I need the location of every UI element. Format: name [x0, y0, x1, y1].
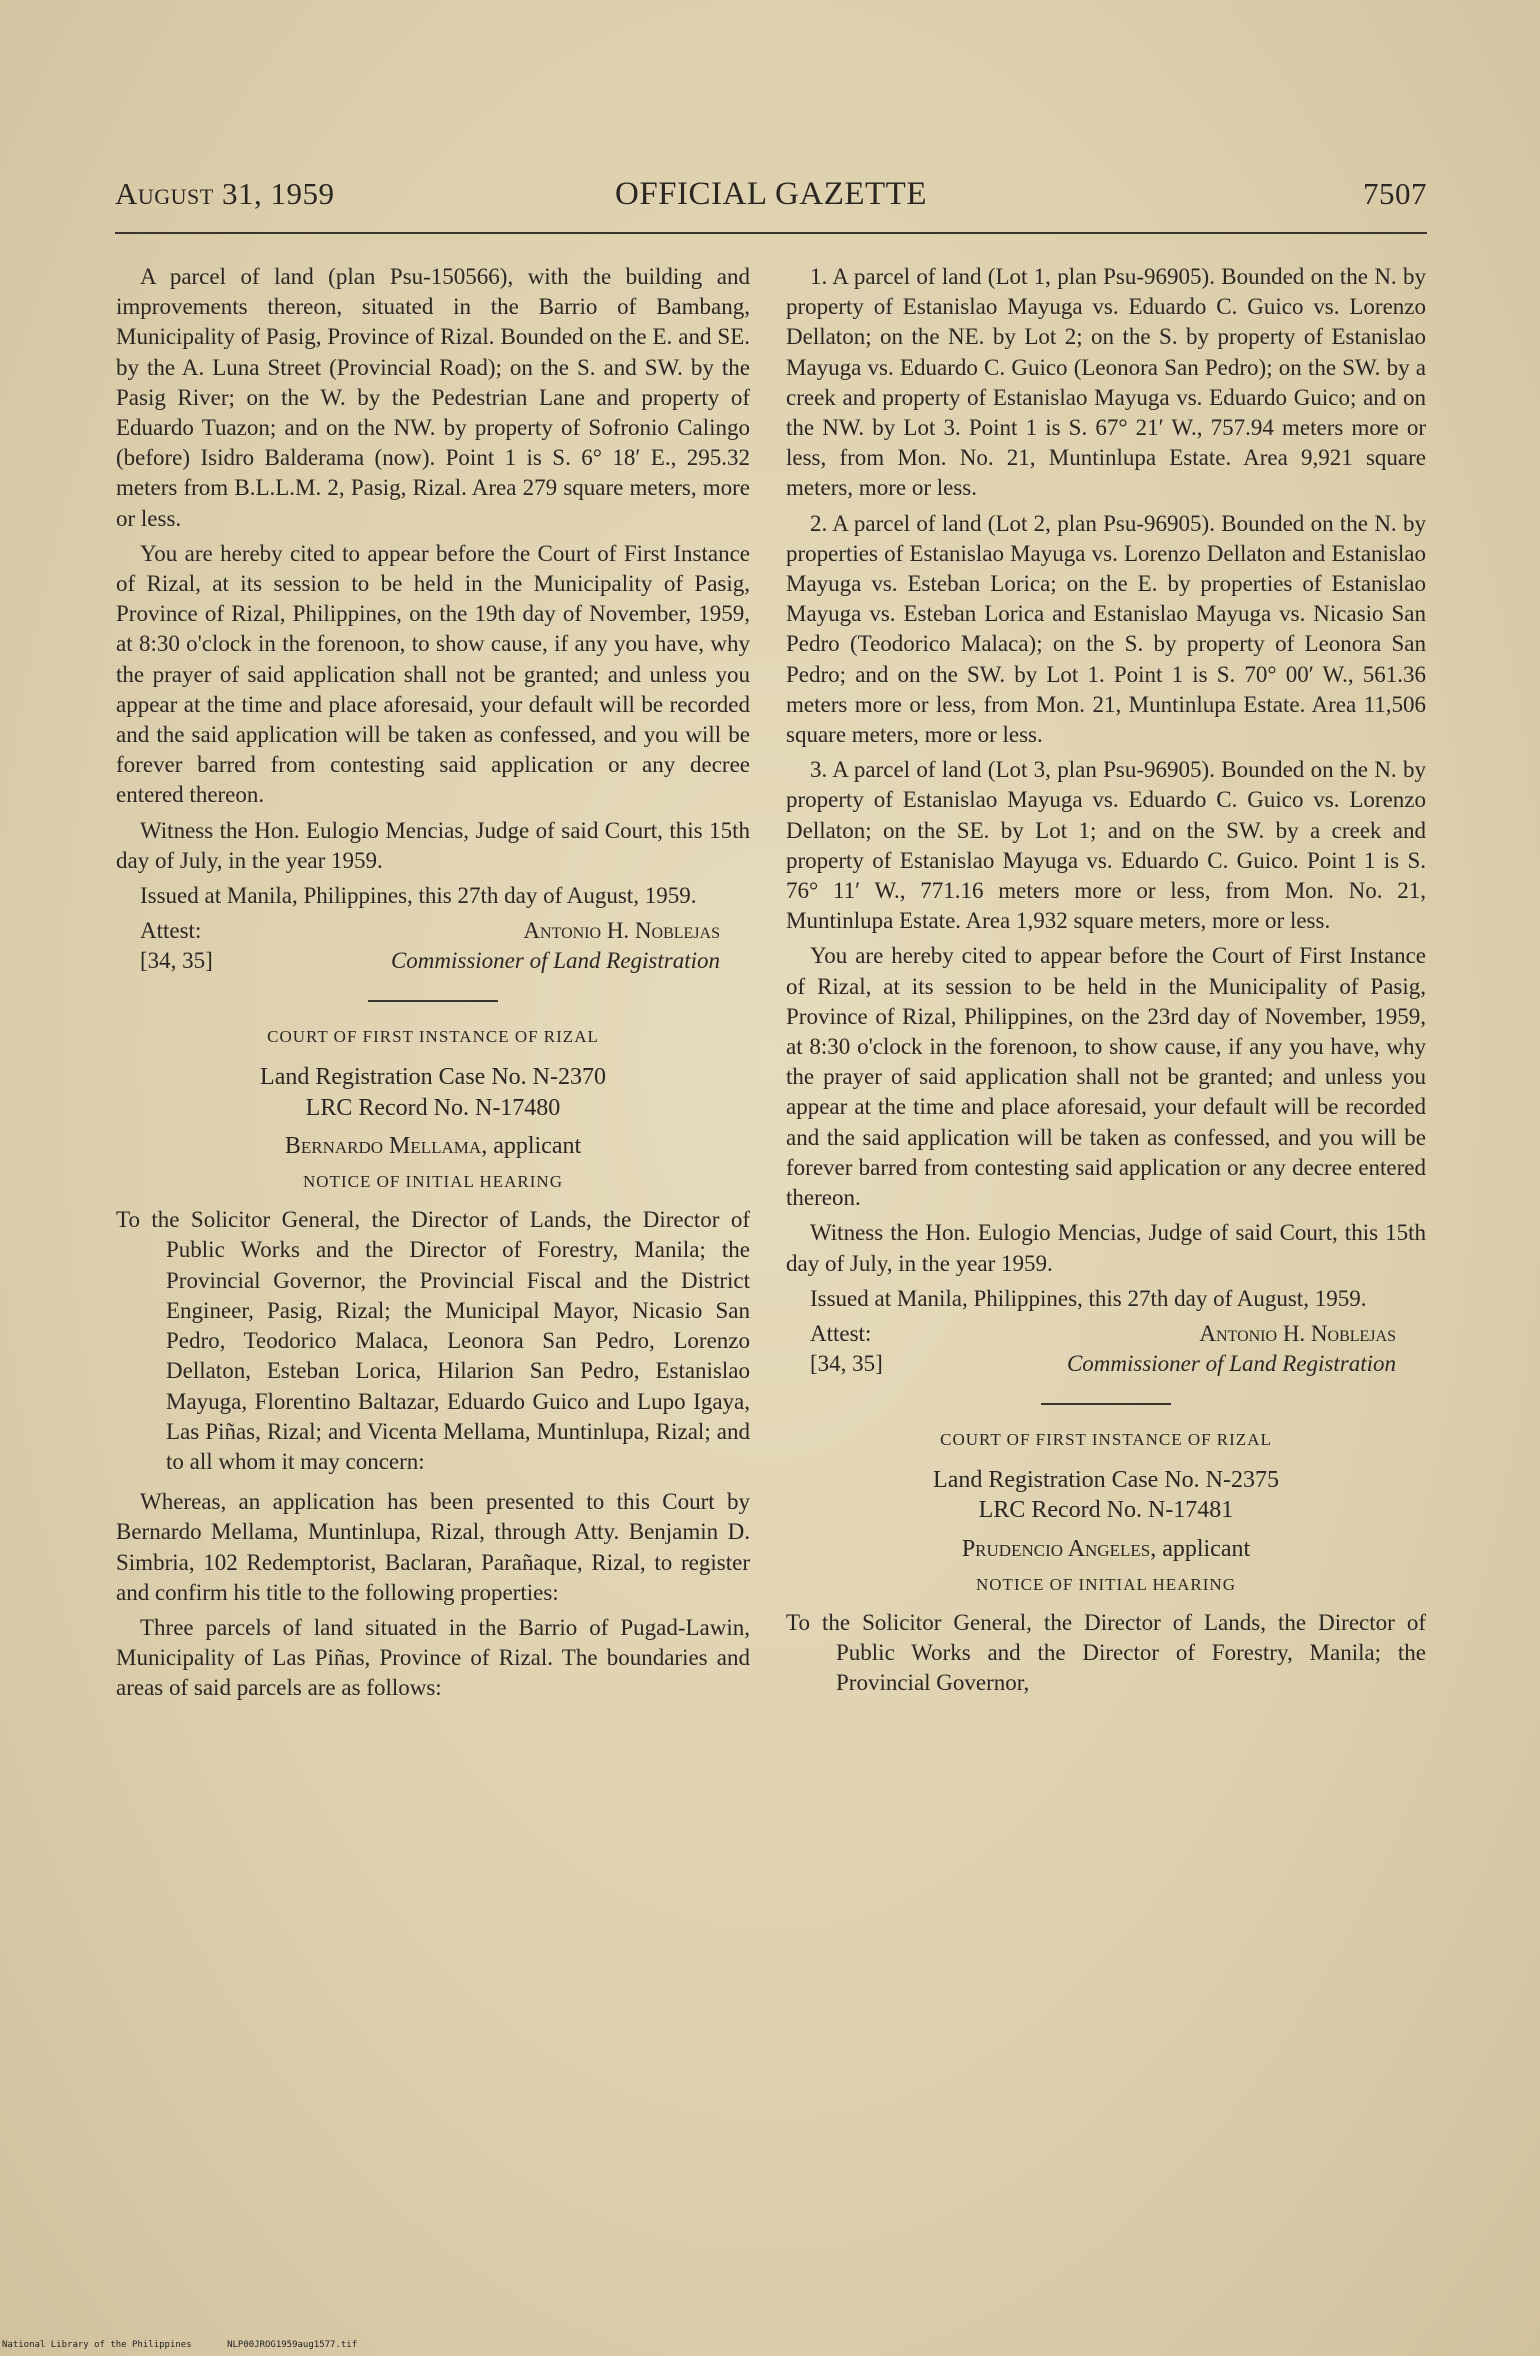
application-paragraph: Whereas, an application has been presented to this Court by Bernardo Mellama, Muntinlupa, Rizal, through Atty. Benjamin D. Simbria, 102 Redemptorist, Baclaran, Parañaque, Rizal, to register and confirm his title to the following properties: — [116, 1489, 750, 1605]
parcel-description: A parcel of land (plan Psu-150566), with the building and improvements thereon, situated in the Barrio of Bambang, Municipality of Pasig, Province of Rizal. Bounded on the E. and SE. by the A. Luna Street (Provincial Road); on the S. and SW. by the Pasig River; on the W. by the Pedestrian Lane and property of Eduardo Tuazon; and on the NW. by property of Sofronio Calingo (before) Isidro Balderama (now). Point 1 is S. 6° 18′ E., 295.32 meters from B.L.L.M. 2, Pasig, Rizal. Area 279 square meters, more or less. — [116, 264, 750, 531]
attest-label: Attest: — [140, 918, 202, 944]
addressees-paragraph: To the Solicitor General, the Director of Lands, the Director of Public Works and the Director of Forestry, Manila; the Provincial Governor, — [786, 1609, 1426, 1696]
attestation — [786, 1319, 1426, 1381]
header-title: OFFICIAL GAZETTE — [615, 176, 927, 212]
addressees-paragraph: To the Solicitor General, the Director of Lands, the Director of Public Works and the Director of Forestry, Manila; the Provincial Governor, the Provincial Fiscal and the District Engineer, Pasig, Rizal; the Municipal Mayor, Nicasio San Pedro, Teodorico Malaca, Leonora San Pedro, Lorenzo Dellaton, Esteban Lorica, Hilarion San Pedro, Estanislao Mayuga, Florentino Baltazar, Eduardo Guico and Lupo Igaya, Las Piñas, Rizal; and Vicenta Mellama, Muntinlupa, Rizal; and to all whom it may concern: — [116, 1207, 750, 1474]
court-heading: COURT OF FIRST INSTANCE OF RIZAL — [940, 1429, 1272, 1449]
case-number: Land Registration Case No. N-2370 — [260, 1064, 606, 1091]
court-heading: COURT OF FIRST INSTANCE OF RIZAL — [267, 1027, 599, 1047]
attest-name: Antonio H. Noblejas — [1199, 1320, 1396, 1346]
attest-label: Attest: — [810, 1320, 872, 1346]
section-divider — [368, 1000, 498, 1002]
page-header — [115, 176, 1427, 220]
lot-2-description: 2. A parcel of land (Lot 2, plan Psu-96905). Bounded on the N. by properties of Estanislao Mayuga vs. Lorenzo Dellaton and Estanislao Mayuga vs. Esteban Lorica; on the E. by properties of Estanislao Mayuga vs. Esteban Lorica and Estanislao Mayuga vs. Nicasio San Pedro (Teodorico Malaca); on the S. by property of Leonora San Pedro; and on the SW. by Lot 1. Point 1 is S. 70° 00′ W., 561.36 meters more or less, from Mon. 21, Muntinlupa Estate. Area 11,506 square meters, more or less. — [786, 510, 1426, 748]
issued-paragraph: Issued at Manila, Philippines, this 27th day of August, 1959. — [140, 883, 697, 909]
attest-title: Commissioner of Land Registration — [390, 948, 720, 974]
library-credit: National Library of the Philippines — [2, 2340, 192, 2350]
case-number: Land Registration Case No. N-2375 — [933, 1467, 1279, 1494]
attest-title: Commissioner of Land Registration — [1066, 1350, 1396, 1376]
applicant-suffix: , applicant — [481, 1132, 582, 1159]
header-page-number: 7507 — [1363, 176, 1427, 211]
file-name: NLP00JROG1959aug1577.tif — [227, 2340, 358, 2350]
section-divider — [1041, 1403, 1171, 1405]
issued-paragraph: Issued at Manila, Philippines, this 27th day of August, 1959. — [810, 1285, 1367, 1311]
lrc-record-number: LRC Record No. N-17481 — [978, 1497, 1234, 1524]
applicant-suffix: , applicant — [1150, 1535, 1251, 1562]
attestation — [116, 916, 750, 978]
left-column — [116, 262, 750, 1709]
citation-paragraph: You are hereby cited to appear before the Court of First Instance of Rizal, at its session to be held in the Municipality of Pasig, Province of Rizal, Philippines, on the 23rd day of November, 1959, at 8:30 o'clock in the forenoon, to show cause, if any you have, why the prayer of said application shall not be granted; and unless you appear at the time and place aforesaid, your default will be recorded and the said application will be taken as confessed, and you will be forever barred from contesting said application or any decree entered thereon. — [786, 943, 1426, 1211]
witness-paragraph: Witness the Hon. Eulogio Mencias, Judge of said Court, this 15th day of July, in the year 1959. — [116, 817, 750, 873]
applicant-name: Prudencio Angeles — [961, 1535, 1151, 1562]
attest-ref: [34, 35] — [810, 1350, 883, 1376]
attest-ref: [34, 35] — [140, 948, 213, 974]
scan-footer — [2, 2340, 502, 2356]
lot-3-description: 3. A parcel of land (Lot 3, plan Psu-96905). Bounded on the N. by property of Estanislao Mayuga vs. Eduardo C. Guico vs. Lorenzo Dellaton; on the SE. by Lot 1; and on the SW. by a creek and property of Estanislao Mayuga vs. Eduardo C. Guico. Point 1 is S. 76° 11′ W., 771.16 meters more or less, from Mon. No. 21, Muntinlupa Estate. Area 1,932 square meters, more or less. — [786, 757, 1426, 934]
notice-heading: NOTICE OF INITIAL HEARING — [976, 1574, 1236, 1594]
attest-name: Antonio H. Noblejas — [523, 918, 720, 944]
applicant-line — [116, 1131, 750, 1161]
applicant-name: Bernardo Mellama — [284, 1132, 482, 1159]
witness-paragraph: Witness the Hon. Eulogio Mencias, Judge of said Court, this 15th day of July, in the year 1959. — [786, 1220, 1426, 1276]
lrc-record-number: LRC Record No. N-17480 — [305, 1094, 561, 1121]
header-date: August 31, 1959 — [115, 176, 335, 211]
parcels-intro-paragraph: Three parcels of land situated in the Barrio of Pugad-Lawin, Municipality of Las Piñas, Province of Rizal. The boundaries and areas of said parcels are as follows: — [116, 1614, 750, 1701]
header-rule — [115, 232, 1427, 234]
right-column — [786, 262, 1426, 1709]
lot-1-description: 1. A parcel of land (Lot 1, plan Psu-96905). Bounded on the N. by property of Estanislao Mayuga vs. Eduardo C. Guico vs. Lorenzo Dellaton; on the NE. by Lot 2; on the S. by property of Estanislao Mayuga vs. Eduardo C. Guico (Leonora San Pedro); on the SW. by a creek and property of Estanislao Mayuga vs. Eduardo Guico; and on the NW. by Lot 3. Point 1 is S. 67° 21′ W., 757.94 meters more or less, from Mon. No. 21, Muntinlupa Estate. Area 9,921 square meters, more or less. — [786, 264, 1426, 501]
applicant-line — [786, 1534, 1426, 1564]
notice-heading: NOTICE OF INITIAL HEARING — [303, 1172, 563, 1192]
citation-paragraph: You are hereby cited to appear before the Court of First Instance of Rizal, at its session to be held in the Municipality of Pasig, Province of Rizal, Philippines, on the 19th day of November, 1959, at 8:30 o'clock in the forenoon, to show cause, if any you have, why the prayer of said application shall not be granted; and unless you appear at the time and place aforesaid, your default will be recorded and the said application will be taken as confessed, and you will be forever barred from contesting said application or any decree entered thereon. — [116, 540, 750, 808]
